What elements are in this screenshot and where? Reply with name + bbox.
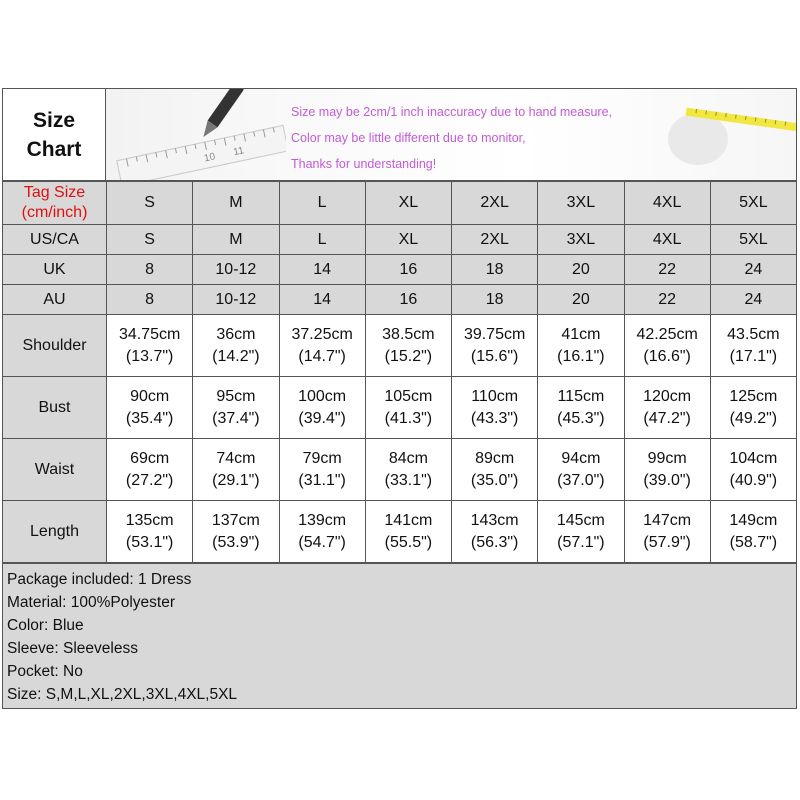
- cm-value: 139cm: [298, 511, 347, 529]
- table-cell: [107, 439, 193, 501]
- cm-value: 135cm: [125, 511, 174, 529]
- table-cell: [193, 315, 279, 377]
- table-cell: 18: [452, 285, 538, 315]
- cm-value: 95cm: [216, 387, 256, 405]
- size-chart-title-cell: [2, 88, 106, 181]
- size-header-cell: M: [193, 182, 279, 225]
- cm-value: 141cm: [384, 511, 433, 529]
- table-cell: [624, 377, 710, 439]
- cm-value: 104cm: [729, 449, 778, 467]
- inch-value: (35.0"): [470, 471, 519, 489]
- cm-value: 125cm: [729, 387, 778, 405]
- table-cell: S: [107, 225, 193, 255]
- inch-value: (31.1"): [298, 471, 346, 489]
- table-cell: 14: [279, 255, 365, 285]
- header-row: [2, 88, 797, 181]
- cm-value: 149cm: [729, 511, 778, 529]
- cm-value: 145cm: [556, 511, 605, 529]
- measure-row-waist: [3, 439, 797, 501]
- cm-value: 38.5cm: [382, 325, 435, 343]
- table-cell: 8: [107, 285, 193, 315]
- region-row-us-ca: [3, 225, 797, 255]
- inch-value: (47.2"): [643, 409, 691, 427]
- table-cell: [452, 501, 538, 563]
- info-package: Package included: 1 Dress: [7, 571, 192, 588]
- cm-value: 100cm: [298, 387, 347, 405]
- row-label: AU: [3, 285, 107, 315]
- inch-value: (56.3"): [470, 533, 519, 551]
- table-cell: [538, 315, 624, 377]
- table-cell: [279, 315, 365, 377]
- size-header-cell: 4XL: [624, 182, 710, 225]
- pencil-shape: [208, 89, 244, 127]
- ruler-shape: [117, 125, 286, 180]
- table-cell: 8: [107, 255, 193, 285]
- inch-value: (40.9"): [729, 471, 778, 489]
- table-cell: [452, 439, 538, 501]
- inch-value: (37.0"): [557, 471, 605, 489]
- size-chart-title: Size Chart: [26, 108, 82, 161]
- row-label: Waist: [3, 439, 107, 501]
- size-header-cell: S: [107, 182, 193, 225]
- tag-size-label-cell: [3, 182, 107, 225]
- cm-value: 94cm: [561, 449, 601, 467]
- size-header-cell: L: [279, 182, 365, 225]
- row-label: US/CA: [3, 225, 107, 255]
- inch-value: (58.7"): [729, 533, 778, 551]
- tag-size-unit: (cm/inch): [21, 204, 88, 221]
- size-header-cell: 2XL: [452, 182, 538, 225]
- inch-value: (39.4"): [298, 409, 346, 427]
- table-cell: 3XL: [538, 225, 624, 255]
- row-label: UK: [3, 255, 107, 285]
- row-label: Shoulder: [3, 315, 107, 377]
- inch-value: (16.6"): [643, 347, 691, 365]
- table-cell: [193, 501, 279, 563]
- cm-value: 37.25cm: [291, 325, 353, 343]
- cm-value: 74cm: [216, 449, 256, 467]
- inch-value: (49.2"): [729, 409, 778, 427]
- cm-value: 120cm: [643, 387, 692, 405]
- cm-value: 43.5cm: [727, 325, 780, 343]
- ruler-tick-label: 10: [203, 151, 217, 165]
- table-cell: [279, 377, 365, 439]
- inch-value: (45.3"): [557, 409, 605, 427]
- inch-value: (41.3"): [384, 409, 433, 427]
- inch-value: (37.4"): [212, 409, 260, 427]
- cm-value: 105cm: [384, 387, 433, 405]
- table-cell: [452, 377, 538, 439]
- table-cell: [538, 501, 624, 563]
- info-color: Color: Blue: [7, 617, 84, 634]
- table-cell: XL: [365, 225, 451, 255]
- table-cell: [710, 501, 796, 563]
- table-cell: [107, 315, 193, 377]
- table-cell: [279, 439, 365, 501]
- tag-size-label: Tag Size: [23, 184, 86, 201]
- table-cell: 16: [365, 285, 451, 315]
- inch-value: (27.2"): [125, 471, 174, 489]
- table-cell: [107, 377, 193, 439]
- table-cell: 20: [538, 285, 624, 315]
- inch-value: (13.7"): [125, 347, 174, 365]
- inch-value: (53.9"): [212, 533, 260, 551]
- table-cell: 24: [710, 255, 796, 285]
- table-cell: [624, 315, 710, 377]
- table-cell: 18: [452, 255, 538, 285]
- table-cell: [452, 315, 538, 377]
- cm-value: 79cm: [302, 449, 342, 467]
- size-header-cell: 3XL: [538, 182, 624, 225]
- cm-value: 42.25cm: [636, 325, 698, 343]
- table-cell: [624, 439, 710, 501]
- table-cell: M: [193, 225, 279, 255]
- region-row-au: [3, 285, 797, 315]
- table-cell: [365, 315, 451, 377]
- table-cell: [193, 377, 279, 439]
- cm-value: 110cm: [471, 387, 519, 405]
- table-cell: 5XL: [710, 225, 796, 255]
- row-label: Bust: [3, 377, 107, 439]
- table-cell: 16: [365, 255, 451, 285]
- cm-value: 39.75cm: [463, 325, 526, 343]
- cm-value: 147cm: [643, 511, 692, 529]
- measure-row-bust: [3, 377, 797, 439]
- ruler-tick-label: 11: [232, 145, 245, 159]
- cm-value: 90cm: [130, 387, 170, 405]
- inch-value: (55.5"): [384, 533, 433, 551]
- row-label: Length: [3, 501, 107, 563]
- tag-size-row: [3, 182, 797, 225]
- table-cell: [365, 501, 451, 563]
- cm-value: 143cm: [470, 511, 519, 529]
- size-header-cell: 5XL: [710, 182, 796, 225]
- inch-value: (57.1"): [557, 533, 605, 551]
- table-cell: 22: [624, 285, 710, 315]
- inch-value: (14.7"): [298, 347, 346, 365]
- cm-value: 36cm: [216, 325, 256, 343]
- cm-value: 41cm: [561, 325, 601, 343]
- inch-value: (14.2"): [212, 347, 260, 365]
- table-cell: [279, 501, 365, 563]
- table-cell: 22: [624, 255, 710, 285]
- product-info-box: [2, 563, 797, 709]
- inch-value: (15.2"): [384, 347, 433, 365]
- inch-value: (57.9"): [643, 533, 691, 551]
- inch-value: (17.1"): [729, 347, 778, 365]
- info-material: Material: 100%Polyester: [7, 594, 175, 611]
- table-cell: [710, 315, 796, 377]
- measure-row-shoulder: [3, 315, 797, 377]
- table-cell: [538, 439, 624, 501]
- inch-value: (53.1"): [125, 533, 174, 551]
- inch-value: (35.4"): [125, 409, 174, 427]
- info-sleeve: Sleeve: Sleeveless: [7, 640, 138, 657]
- inch-value: (29.1"): [212, 471, 260, 489]
- table-cell: 4XL: [624, 225, 710, 255]
- table-cell: 2XL: [452, 225, 538, 255]
- cm-value: 69cm: [130, 449, 170, 467]
- table-cell: [624, 501, 710, 563]
- cm-value: 34.75cm: [118, 325, 181, 343]
- table-cell: 10-12: [193, 285, 279, 315]
- cm-value: 84cm: [388, 449, 428, 467]
- measure-row-length: [3, 501, 797, 563]
- table-cell: 20: [538, 255, 624, 285]
- inch-value: (33.1"): [384, 471, 433, 489]
- table-cell: L: [279, 225, 365, 255]
- measuring-tape-illustration: [636, 89, 796, 180]
- info-pocket: Pocket: No: [7, 663, 83, 680]
- cm-value: 99cm: [647, 449, 687, 467]
- inch-value: (16.1"): [557, 347, 605, 365]
- note-color: Color may be little different due to monitor,: [291, 131, 526, 145]
- cm-value: 137cm: [211, 511, 260, 529]
- cm-value: 89cm: [475, 449, 515, 467]
- measurement-banner: [106, 88, 797, 181]
- region-row-uk: [3, 255, 797, 285]
- inch-value: (39.0"): [643, 471, 691, 489]
- table-cell: 14: [279, 285, 365, 315]
- size-table: [2, 181, 797, 563]
- table-cell: [710, 377, 796, 439]
- hand-shape: [668, 113, 728, 165]
- table-cell: [365, 439, 451, 501]
- table-cell: 10-12: [193, 255, 279, 285]
- info-size: Size: S,M,L,XL,2XL,3XL,4XL,5XL: [7, 686, 238, 703]
- note-inaccuracy: Size may be 2cm/1 inch inaccuracy due to hand measure,: [291, 105, 613, 119]
- table-cell: [107, 501, 193, 563]
- inch-value: (15.6"): [470, 347, 519, 365]
- table-cell: [193, 439, 279, 501]
- table-cell: 24: [710, 285, 796, 315]
- inch-value: (54.7"): [298, 533, 346, 551]
- cm-value: 115cm: [557, 387, 605, 405]
- note-thanks: Thanks for understanding!: [291, 157, 437, 171]
- size-chart: [2, 88, 797, 710]
- ruler-pencil-illustration: [106, 89, 286, 180]
- table-cell: [538, 377, 624, 439]
- table-cell: [710, 439, 796, 501]
- inch-value: (43.3"): [470, 409, 519, 427]
- table-cell: [365, 377, 451, 439]
- size-header-cell: XL: [365, 182, 451, 225]
